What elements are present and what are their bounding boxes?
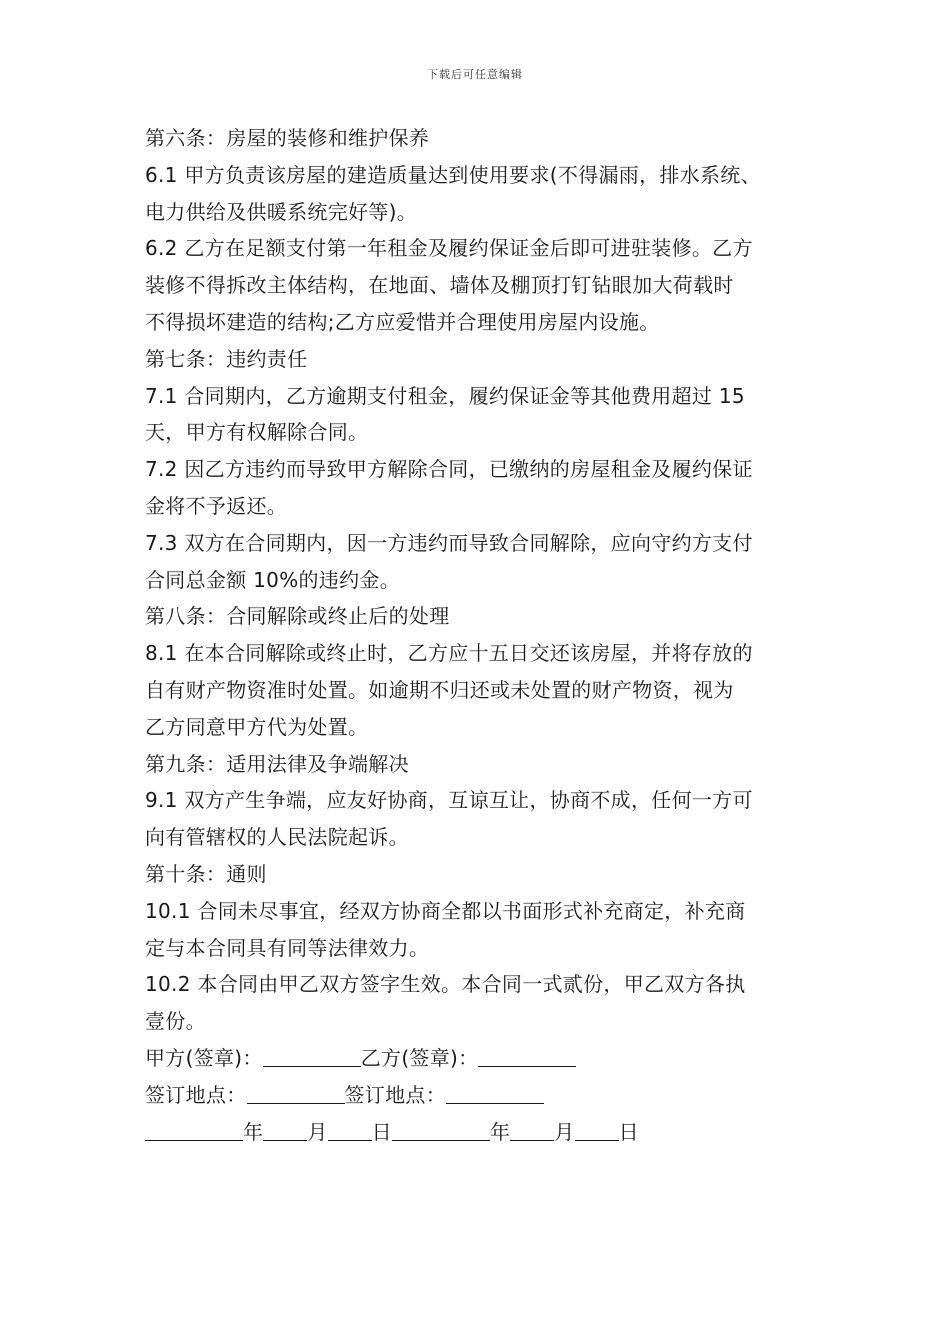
place-a-blank [247, 1081, 345, 1104]
clause-8-1-line-1: 8.1 在本合同解除或终止时，乙方应十五日交还该房屋，并将存放的 [145, 641, 753, 666]
clause-7-2-line-1: 7.2 因乙方违约而导致甲方解除合同，已缴纳的房屋租金及履约保证 [145, 457, 753, 482]
article-9-heading: 第九条：适用法律及争端解决 [145, 751, 409, 776]
article-8-heading: 第八条：合同解除或终止后的处理 [145, 604, 450, 629]
clause-6-2-line-1: 6.2 乙方在足额支付第一年租金及履约保证金后即可进驻装修。乙方 [145, 236, 753, 261]
date-line [145, 1114, 835, 1151]
clause-6-1-line-1: 6.1 甲方负责该房屋的建造质量达到使用要求(不得漏雨，排水系统、 [145, 162, 761, 187]
date-a-month-blank [263, 1118, 307, 1141]
party-b-signature-blank [478, 1044, 576, 1067]
clause-9-1-line-1: 9.1 双方产生争端，应友好协商，互谅互让，协商不成，任何一方可 [145, 788, 753, 813]
article-7-heading: 第七条：违约责任 [145, 346, 308, 371]
date-b-year-label: 年 [489, 1119, 511, 1144]
clause-10-1-line-1: 10.1 合同未尽事宜，经双方协商全都以书面形式补充商定，补充商 [145, 898, 746, 923]
article-10-heading: 第十条：通则 [145, 861, 267, 886]
date-a-day-blank [328, 1118, 372, 1141]
clause-8-1-line-2: 自有财产物资准时处置。如逾期不归还或未处置的财产物资，视为 [145, 677, 734, 702]
contract-body [145, 120, 835, 1150]
place-b-blank [446, 1081, 544, 1104]
date-a-day-label: 日 [371, 1119, 392, 1144]
party-a-signature-blank [263, 1044, 361, 1067]
date-a-year-label: 年 [243, 1119, 264, 1144]
clause-6-2-line-3: 不得损坏建造的结构;乙方应爱惜并合理使用房屋内设施。 [145, 309, 660, 334]
clause-8-1-line-3: 乙方同意甲方代为处置。 [145, 714, 369, 739]
clause-7-1-line-2: 天，甲方有权解除合同。 [145, 420, 369, 445]
date-b-year-blank [392, 1118, 490, 1141]
signature-line [145, 1040, 835, 1077]
date-a-year-blank [145, 1118, 243, 1141]
clause-6-1-line-2: 电力供给及供暖系统完好等)。 [145, 199, 418, 224]
clause-7-1-line-1: 7.1 合同期内，乙方逾期支付租金，履约保证金等其他费用超过 15 [145, 383, 745, 408]
place-label-b: 签订地点： [344, 1082, 446, 1107]
party-a-label: 甲方(签章)： [145, 1045, 263, 1070]
clause-10-2-line-2: 壹份。 [145, 1009, 206, 1034]
date-a-month-label: 月 [307, 1119, 328, 1144]
party-b-label: 乙方(签章)： [360, 1045, 479, 1070]
clause-10-1-line-2: 定与本合同具有同等法律效力。 [145, 935, 430, 960]
clause-7-2-line-2: 金将不予返还。 [145, 493, 288, 518]
clause-10-2-line-1: 10.2 本合同由甲乙双方签字生效。本合同一式贰份，甲乙双方各执 [145, 972, 746, 997]
clause-7-3-line-2: 合同总金额 10%的违约金。 [145, 567, 401, 592]
place-label-a: 签订地点： [145, 1082, 247, 1107]
date-b-month-label: 月 [554, 1119, 575, 1144]
date-b-day-blank [575, 1118, 619, 1141]
page-header-note: 下载后可任意编辑 [427, 68, 523, 81]
date-b-day-label: 日 [618, 1119, 639, 1144]
article-6-heading: 第六条：房屋的装修和维护保养 [145, 126, 430, 150]
clause-7-3-line-1: 7.3 双方在合同期内，因一方违约而导致合同解除，应向守约方支付 [145, 530, 753, 555]
place-line [145, 1077, 835, 1114]
date-b-month-blank [510, 1118, 554, 1141]
clause-6-2-line-2: 装修不得拆改主体结构，在地面、墙体及棚顶打钉钻眼加大荷载时 [145, 273, 734, 298]
clause-9-1-line-2: 向有管辖权的人民法院起诉。 [145, 825, 409, 850]
